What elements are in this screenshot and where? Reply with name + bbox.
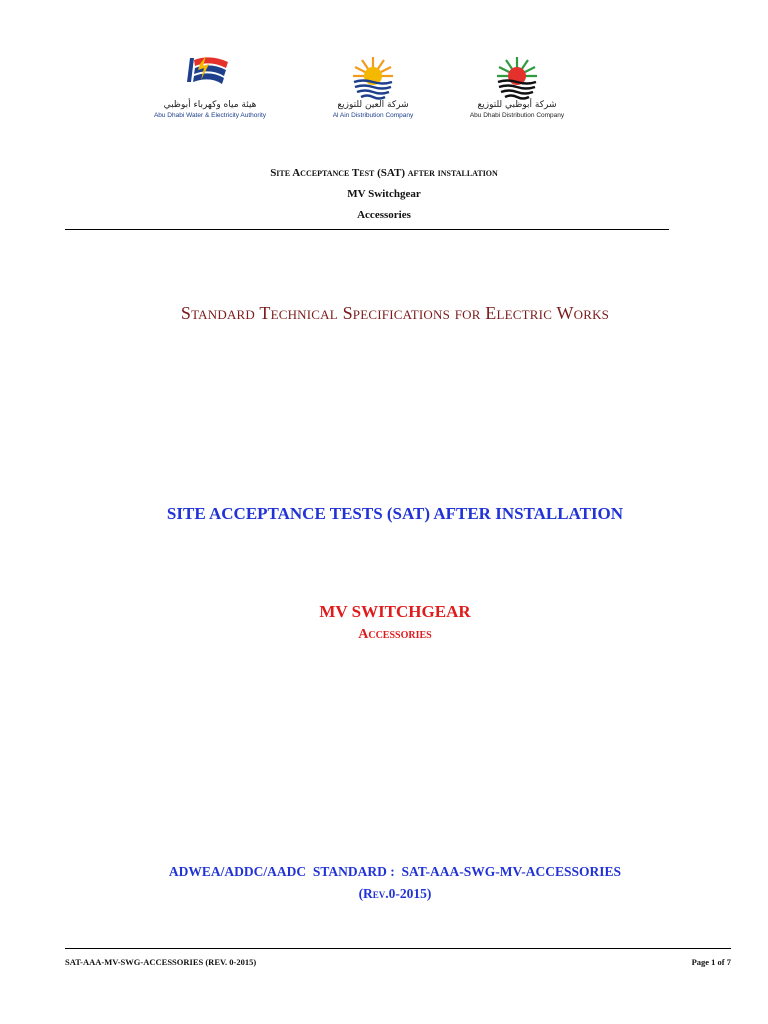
header-subtitle-switchgear: MV Switchgear — [347, 188, 421, 200]
spec-title: Standard Technical Specifications for Electric Works — [180, 303, 610, 323]
footer-divider — [65, 948, 731, 949]
aadc-sun-icon — [349, 54, 397, 100]
footer-doc-ref: SAT-AAA-MV-SWG-ACCESSORIES (REV. 0-2015) — [65, 957, 257, 967]
aadc-logo — [318, 54, 428, 120]
logo-bar — [0, 54, 768, 144]
sat-title: SITE ACCEPTANCE TESTS (SAT) AFTER INSTALLATION — [166, 504, 624, 523]
addc-sun-icon — [493, 54, 541, 100]
adwea-flag-icon — [180, 54, 240, 100]
footer-page-number: Page 1 of 7 — [691, 957, 731, 967]
adwea-logo — [140, 54, 280, 120]
addc-english-name: Abu Dhabi Distribution Company — [469, 112, 565, 119]
aadc-arabic-name: شركة العين للتوزيع — [337, 100, 409, 110]
revision-label: (Rev.0-2015) — [358, 886, 432, 901]
mv-switchgear-title: MV SWITCHGEAR — [319, 602, 471, 621]
accessories-title: Accessories — [358, 627, 432, 642]
addc-arabic-name: شركة أبوظبي للتوزيع — [477, 100, 557, 110]
header-divider — [65, 229, 669, 230]
addc-logo — [462, 54, 572, 120]
adwea-arabic-name: هيئة مياه وكهرباء أبوظبي — [163, 100, 257, 110]
adwea-english-name: Abu Dhabi Water & Electricity Authority — [153, 112, 267, 119]
header-subtitle-accessories: Accessories — [357, 209, 411, 221]
header-title: Site Acceptance Test (SAT) after installation — [270, 167, 498, 179]
aadc-english-name: Al Ain Distribution Company — [332, 112, 414, 119]
standard-reference: ADWEA/ADDC/AADC STANDARD : SAT-AAA-SWG-MV-ACCESSORIES — [168, 864, 622, 879]
